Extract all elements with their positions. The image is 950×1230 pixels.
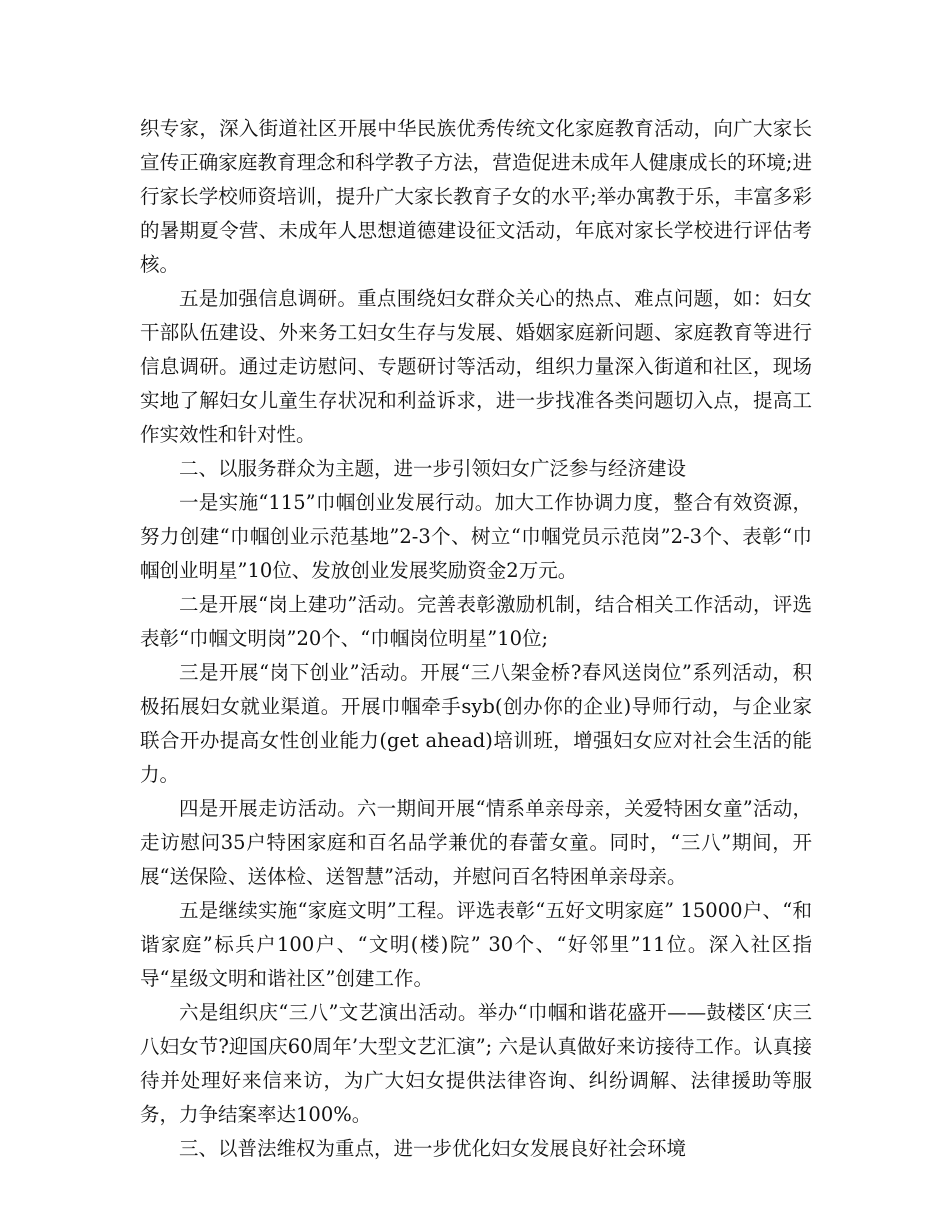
paragraph-march-eighth-performance: 六是组织庆“三八”文艺演出活动。举办“巾帼和谐花盛开——鼓楼区‘庆三八妇女节?迎国庆60周年’大型文艺汇演”; 六是认真做好来访接待工作。认真接待并处理好来信来访，为广大妇女提供法律咨询、纠纷调解、法律援助等服务，力争结案率达100%。 (140, 1001, 812, 1126)
paragraph-visiting-activities: 四是开展走访活动。六一期间开展“情系单亲母亲，关爱特困女童”活动，走访慰问35户特困家庭和百名品学兼优的春蕾女童。同时，“三八”期间，开展“送保险、送体检、送智慧”活动，并慰问百名特困单亲母亲。 (140, 797, 812, 888)
section-heading-legal-rights: 三、以普法维权为重点，进一步优化妇女发展良好社会环境 (179, 1137, 687, 1160)
document-body (140, 112, 812, 1166)
paragraph-115-action: 一是实施“115”巾帼创业发展行动。加大工作协调力度，整合有效资源，努力创建“巾帼创业示范基地”2-3个、树立“巾帼党员示范岗”2-3个、表彰“巾帼创业明星”10位、发放创业发展奖励资金2万元。 (140, 491, 812, 582)
paragraph-off-post-entrepreneurship: 三是开展“岗下创业”活动。开展“三八架金桥?春风送岗位”系列活动，积极拓展妇女就业渠道。开展巾帼牵手syb(创办你的企业)导师行动，与企业家联合开办提高女性创业能力(get ahead)培训班，增强妇女应对社会生活的能力。 (140, 661, 812, 786)
paragraph-info-research: 五是加强信息调研。重点围绕妇女群众关心的热点、难点问题，如：妇女干部队伍建设、外来务工妇女生存与发展、婚姻家庭新问题、家庭教育等进行信息调研。通过走访慰问、专题研讨等活动，组织力量深入街道和社区，现场实地了解妇女儿童生存状况和利益诉求，进一步找准各类问题切入点，提高工作实效性和针对性。 (140, 287, 812, 446)
paragraph-on-post-achievement: 二是开展“岗上建功”活动。完善表彰激励机制，结合相关工作活动，评选表彰“巾帼文明岗”20个、“巾帼岗位明星”10位; (140, 593, 812, 650)
section-heading-serve-masses: 二、以服务群众为主题，进一步引领妇女广泛参与经济建设 (179, 457, 687, 480)
paragraph-family-civilization: 五是继续实施“家庭文明”工程。评选表彰“五好文明家庭” 15000户、“和谐家庭”标兵户100户、“文明(楼)院” 30个、“好邻里”11位。深入社区指导“星级文明和谐社区”创建工作。 (140, 899, 812, 990)
paragraph-family-education: 织专家，深入街道社区开展中华民族优秀传统文化家庭教育活动，向广大家长宣传正确家庭教育理念和科学教子方法，营造促进未成年人健康成长的环境;进行家长学校师资培训，提升广大家长教育子女的水平;举办寓教于乐，丰富多彩的暑期夏令营、未成年人思想道德建设征文活动，年底对家长学校进行评估考核。 (140, 117, 812, 276)
